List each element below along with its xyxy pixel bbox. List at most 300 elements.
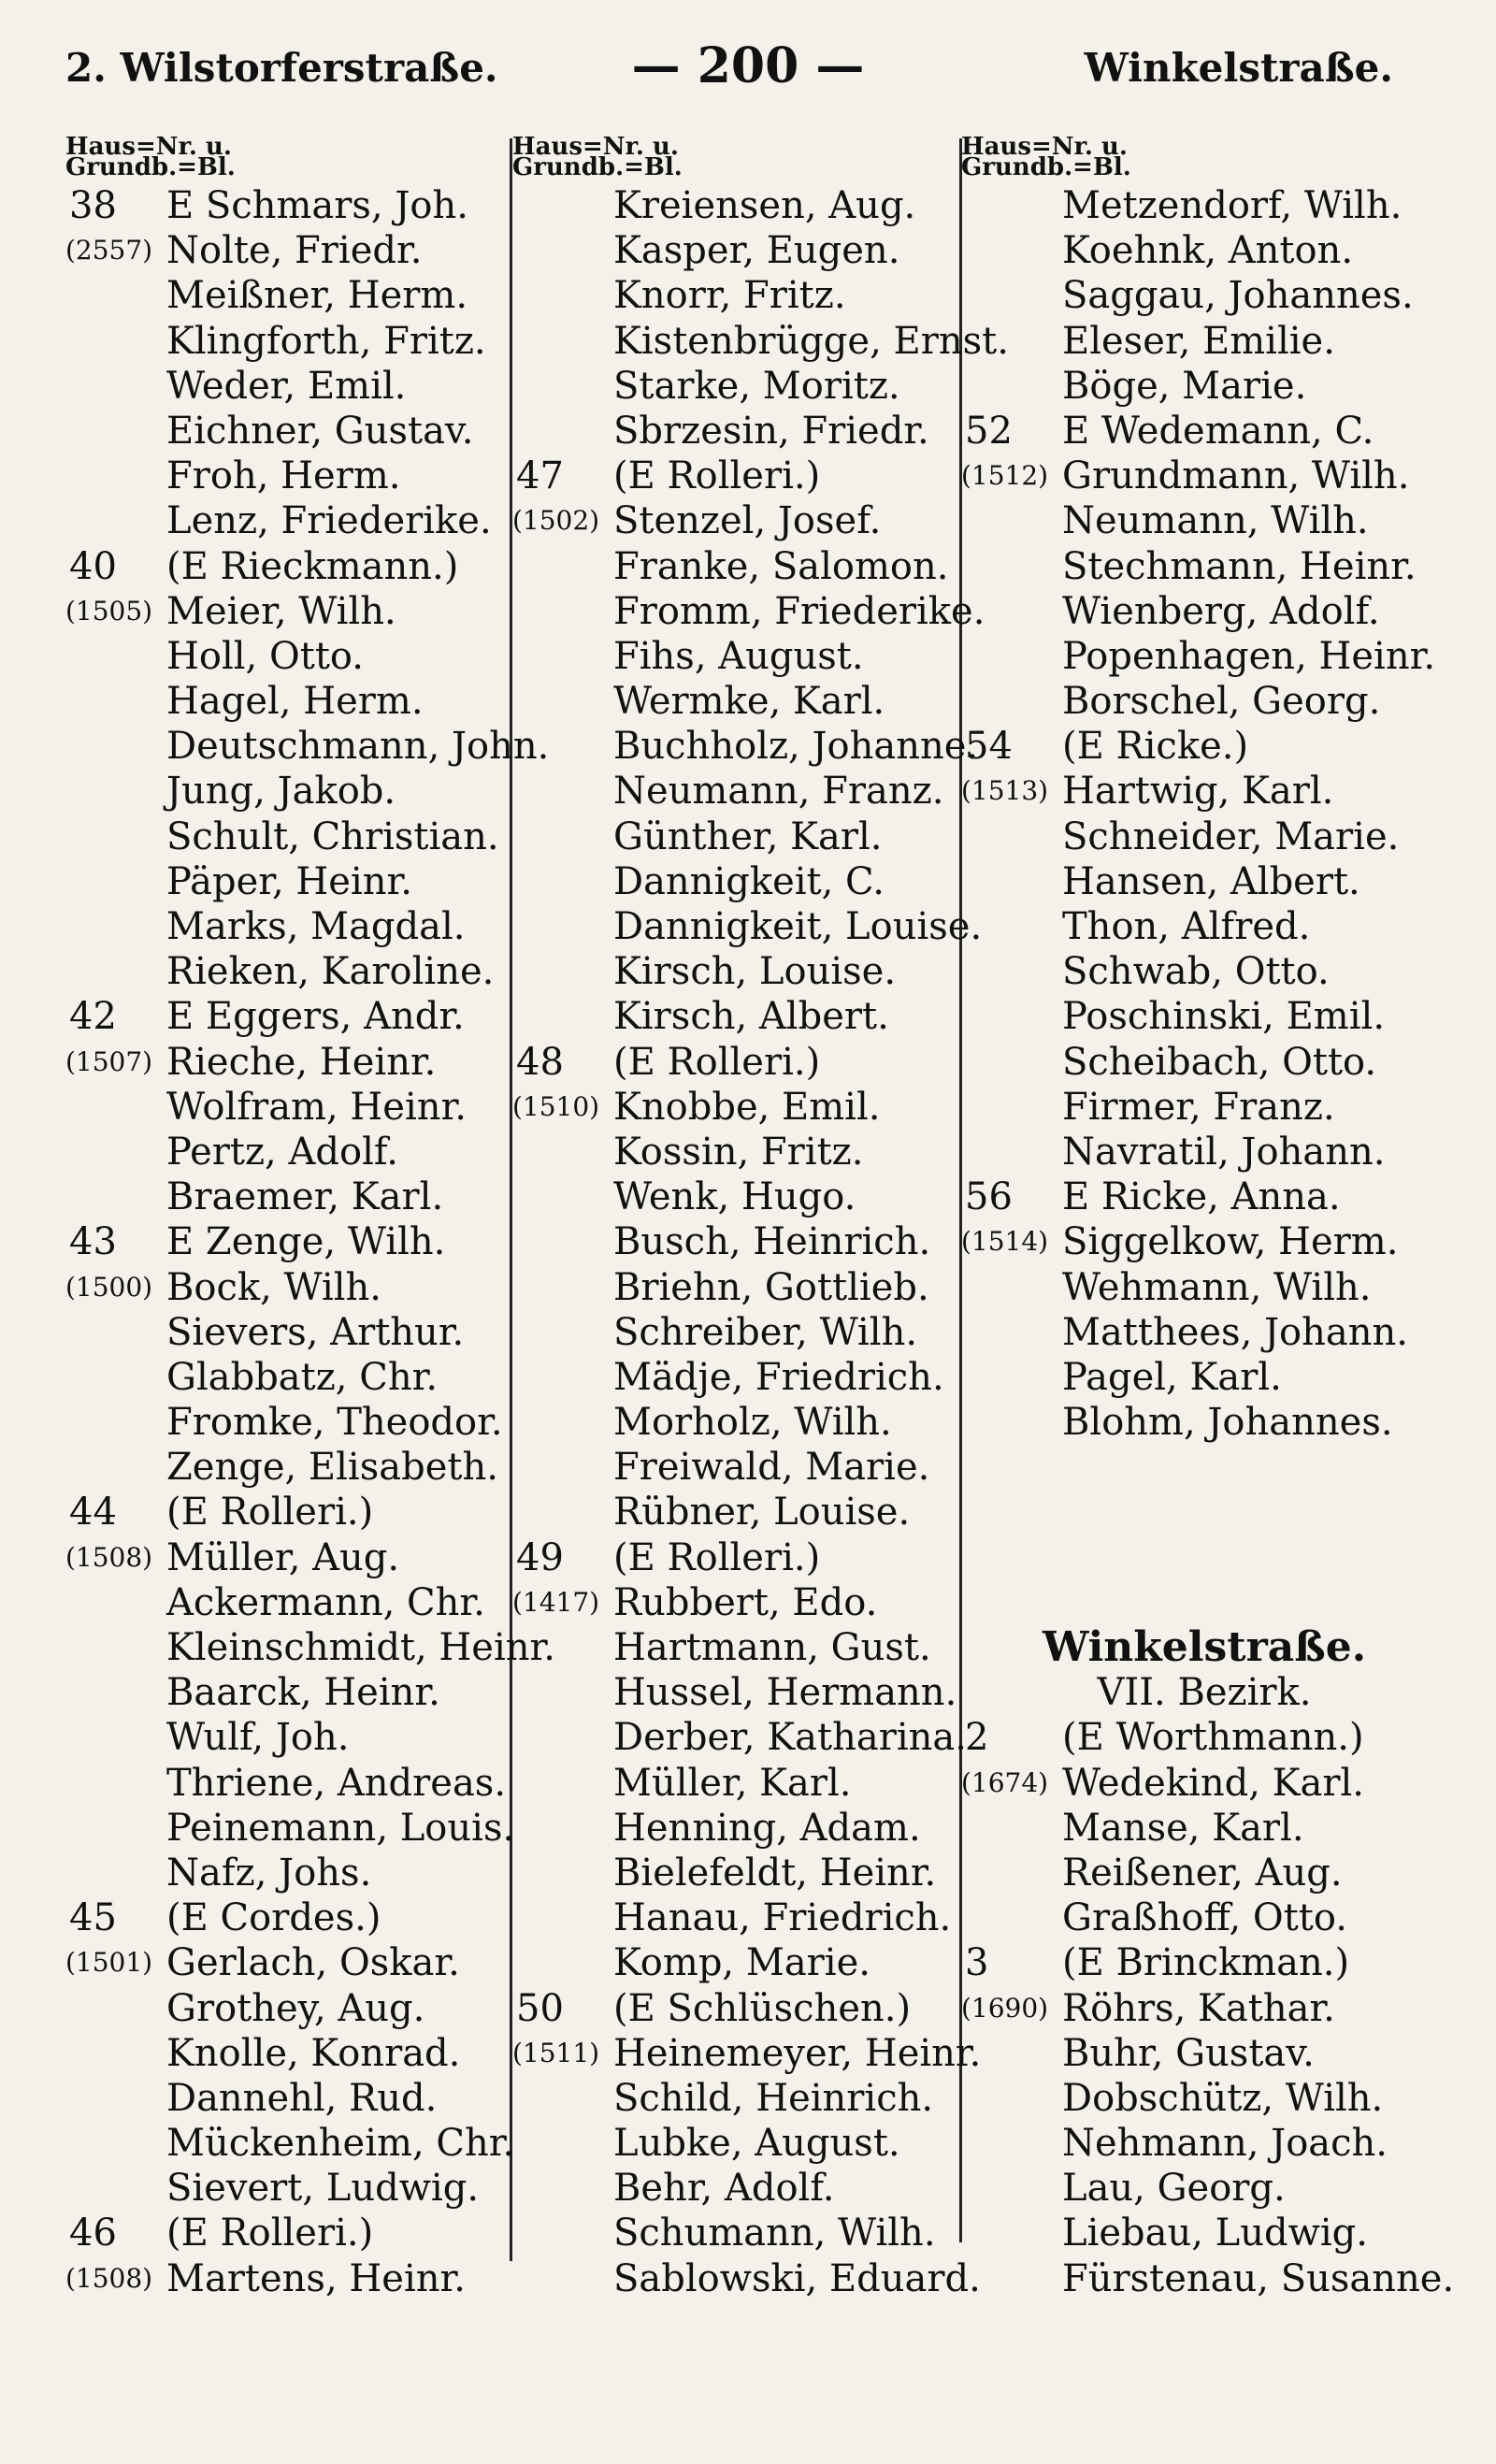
directory-entry [512,2256,981,2301]
directory-entry [961,859,1447,904]
directory-entry [512,994,961,1039]
resident-name: Knobbe, Emil. [613,1085,881,1129]
directory-entry [65,2076,505,2121]
resident-name: Dannehl, Rud. [166,2076,438,2120]
directory-entry [961,1219,1447,1264]
resident-name: Sievert, Ludwig. [166,2167,480,2211]
resident-name: Sablowski, Eduard. [613,2256,981,2300]
directory-entry [65,724,550,769]
directory-entry [512,904,983,949]
house-number: 44 [69,1491,117,1535]
directory-entry [512,454,961,498]
resident-name: Müller, Karl. [613,1761,852,1805]
resident-name: (E Rieckmann.) [166,544,459,588]
directory-entry [512,2031,982,2076]
resident-name: Marks, Magdal. [166,905,466,948]
resident-name: Braemer, Karl. [166,1175,444,1219]
directory-entry [961,994,1447,1039]
resident-name: Saggau, Johannes. [1062,274,1414,318]
directory-entry [961,949,1447,994]
directory-entry [65,454,505,498]
directory-entry [65,1174,505,1219]
directory-entry [961,2121,1447,2166]
resident-name: Meier, Wilh. [166,589,396,633]
directory-entry [512,228,961,273]
resident-name: Matthees, Johann. [1062,1310,1408,1354]
resident-name: Weder, Emil. [166,364,407,408]
resident-name: Kistenbrügge, Ernst. [613,319,1009,363]
resident-name: Schreiber, Wilh. [613,1310,918,1354]
directory-entry [512,273,961,318]
directory-entry [512,1670,961,1715]
directory-entry [512,544,961,589]
resident-name: Blohm, Johannes. [1062,1401,1393,1445]
directory-entry [65,228,505,273]
directory-entry [512,319,1009,364]
land-register-number: (1508) [65,2262,153,2294]
directory-entry [961,1355,1447,1400]
directory-entry [961,1040,1447,1085]
directory-entry [65,498,505,543]
directory-entry [65,769,505,814]
directory-entry [512,1355,961,1400]
resident-name: Komp, Marie. [613,1941,870,1985]
resident-name: Thriene, Andreas. [166,1761,507,1805]
resident-name: Kleinschmidt, Heinr. [166,1626,555,1669]
resident-name: (E Rolleri.) [613,454,821,498]
resident-name: Lubke, August. [613,2122,900,2166]
resident-name: Rieche, Heinr. [166,1040,437,1084]
directory-entry [512,1219,961,1264]
directory-entry [512,1986,961,2031]
resident-name: Fihs, August. [613,634,864,678]
house-number: 54 [965,725,1013,769]
resident-name: Siggelkow, Herm. [1062,1220,1399,1264]
land-register-number: (1417) [512,1586,600,1618]
spacer [961,1535,1447,1580]
resident-name: Günther, Karl. [613,814,883,858]
directory-entry [512,769,961,814]
resident-name: Bielefeldt, Heinr. [613,1851,937,1895]
directory-entry [961,273,1447,318]
directory-entry [961,2031,1447,2076]
house-number: 43 [69,1220,117,1264]
directory-entry [65,1535,505,1580]
directory-entry [961,544,1447,589]
directory-entry [65,1490,505,1535]
directory-entry [961,364,1447,409]
directory-entry [512,1761,961,1806]
directory-entry [512,498,961,543]
column-header-line: Grundb.=Bl. [512,153,683,181]
house-number: 3 [965,1941,989,1985]
resident-name: Thon, Alfred. [1062,905,1311,948]
resident-name: Franke, Salomon. [613,544,949,588]
directory-entry [65,1310,505,1355]
directory-entry [65,1400,505,1445]
directory-entry [512,1400,961,1445]
directory-entry [961,228,1447,273]
house-number: 46 [69,2212,117,2255]
directory-entry [65,1580,505,1625]
resident-name: Reißener, Aug. [1062,1851,1343,1895]
directory-entry [512,1625,961,1670]
directory-entry [961,409,1447,454]
spacer [961,1445,1447,1490]
resident-name: Fromke, Theodor. [166,1401,503,1445]
resident-name: Zenge, Elisabeth. [166,1446,498,1490]
directory-entry [961,904,1447,949]
page-number: — 200 — [631,37,865,94]
directory-entry [512,1174,961,1219]
directory-entry [512,949,961,994]
directory-entry [65,904,505,949]
resident-name: Rieken, Karoline. [166,950,495,994]
resident-name: Peinemann, Louis. [166,1806,515,1850]
land-register-number: (1505) [65,595,153,627]
resident-name: Busch, Heinrich. [613,1220,931,1264]
directory-entry [65,273,505,318]
directory-entry [65,1355,505,1400]
directory-entry [65,589,505,634]
resident-name: Wulf, Joh. [166,1716,350,1760]
resident-name: Kirsch, Albert. [613,995,889,1039]
resident-name: Metzendorf, Wilh. [1062,184,1402,227]
directory-entry [65,1265,505,1310]
directory-entry [65,319,505,364]
resident-name: Fromm, Friederike. [613,589,985,633]
resident-name: Kossin, Fritz. [613,1130,864,1174]
directory-entry [65,859,505,904]
resident-name: Hartmann, Gust. [613,1626,931,1669]
resident-name: Grundmann, Wilh. [1062,454,1410,498]
land-register-number: (1501) [65,1947,153,1979]
resident-name: Firmer, Franz. [1062,1085,1335,1129]
directory-entry [961,2076,1447,2121]
resident-name: Starke, Moritz. [613,364,900,408]
resident-name: Knorr, Fritz. [613,274,846,318]
directory-entry [961,1130,1447,1174]
resident-name: Schild, Heinrich. [613,2076,934,2120]
resident-name: Wolfram, Heinr. [166,1085,467,1129]
directory-entry [65,544,505,589]
resident-name: (E Rolleri.) [166,1491,374,1535]
running-head-right: Winkelstraße. [1084,45,1393,91]
resident-name: Wienberg, Adolf. [1062,589,1380,633]
directory-entry [65,1806,515,1851]
resident-name: Dannigkeit, C. [613,859,885,903]
column-header [961,133,1447,183]
directory-entry [65,1940,505,1985]
resident-name: Schult, Christian. [166,814,499,858]
land-register-number: (1510) [512,1090,600,1122]
column-header [65,133,505,183]
directory-entry [65,1851,505,1895]
directory-entry [961,1940,1447,1985]
resident-name: Graßhoff, Otto. [1062,1896,1347,1940]
land-register-number: (1512) [961,460,1049,492]
house-number: 50 [516,1986,564,2030]
resident-name: Stechmann, Heinr. [1062,544,1417,588]
resident-name: Eichner, Gustav. [166,409,474,453]
directory-entry [65,1445,505,1490]
land-register-number: (1511) [512,2037,600,2068]
resident-name: Dobschütz, Wilh. [1062,2076,1384,2120]
resident-name: Lenz, Friederike. [166,499,492,543]
directory-entry [512,2076,961,2121]
land-register-number: (1690) [961,1992,1049,2024]
resident-name: Hussel, Hermann. [613,1671,957,1715]
resident-name: Neumann, Franz. [613,770,944,814]
resident-name: Nehmann, Joach. [1062,2122,1388,2166]
resident-name: Popenhagen, Heinr. [1062,634,1436,678]
house-number: 2 [965,1716,989,1760]
resident-name: (E Rolleri.) [166,2212,374,2255]
directory-entry [512,2121,961,2166]
directory-entry [961,1085,1447,1130]
directory-entry [65,1130,505,1174]
directory-entry [65,2121,515,2166]
column-header-line: Haus=Nr. u. [961,133,1128,161]
resident-name: E Zenge, Wilh. [166,1220,446,1264]
resident-name: (E Worthmann.) [1062,1716,1364,1760]
directory-entry [65,1715,505,1760]
resident-name: Wehmann, Wilh. [1062,1265,1372,1309]
resident-name: Mückenheim, Chr. [166,2122,515,2166]
directory-entry [65,183,505,228]
resident-name: Deutschmann, John. [166,725,550,769]
resident-name: Briehn, Gottlieb. [613,1265,929,1309]
land-register-number: (1500) [65,1271,153,1303]
directory-entry [65,679,505,724]
resident-name: Lau, Georg. [1062,2167,1286,2211]
resident-name: Martens, Heinr. [166,2256,466,2300]
column-header [512,133,961,183]
resident-name: Grothey, Aug. [166,1986,425,2030]
directory-entry [961,1400,1447,1445]
resident-name: Manse, Karl. [1062,1806,1304,1850]
resident-name: Böge, Marie. [1062,364,1307,408]
house-number: 47 [516,454,564,498]
directory-entry [961,724,1447,769]
resident-name: (E Cordes.) [166,1896,381,1940]
column-3 [961,133,1455,2301]
land-register-number: (1513) [961,775,1049,807]
resident-name: Stenzel, Josef. [613,499,882,543]
directory-entry [65,1219,505,1264]
resident-name: (E Rolleri.) [613,1040,821,1084]
spacer [961,1580,1447,1625]
resident-name: Kasper, Eugen. [613,229,900,273]
resident-name: Hagel, Herm. [166,680,424,724]
directory-entry [961,634,1447,679]
resident-name: Buchholz, Johanne. [613,725,979,769]
resident-name: Ackermann, Chr. [166,1580,485,1624]
land-register-number: (1514) [961,1226,1049,1258]
resident-name: Hartwig, Karl. [1062,770,1334,814]
house-number: 48 [516,1040,564,1084]
column-header-line: Grundb.=Bl. [65,153,236,181]
resident-name: Holl, Otto. [166,634,365,678]
column-header-line: Haus=Nr. u. [65,133,232,161]
directory-entry [961,2166,1447,2211]
resident-name: Froh, Herm. [166,454,401,498]
resident-name: Nafz, Johs. [166,1851,372,1895]
directory-entry [512,859,961,904]
resident-name: Kirsch, Louise. [613,950,897,994]
directory-entry [65,994,505,1039]
directory-entry [512,1265,961,1310]
resident-name: Röhrs, Kathar. [1062,1986,1335,2030]
resident-name: Freiwald, Marie. [613,1446,930,1490]
resident-name: Koehnk, Anton. [1062,229,1354,273]
directory-entry [512,1040,961,1085]
resident-name: Sbrzesin, Friedr. [613,409,929,453]
street-heading: Winkelstraße. [1042,1623,1367,1671]
resident-name: Scheibach, Otto. [1062,1040,1377,1084]
resident-name: Mädje, Friedrich. [613,1355,944,1399]
resident-name: E Schmars, Joh. [166,184,468,227]
directory-entry [65,364,505,409]
directory-entry [65,634,505,679]
resident-name: Behr, Adolf. [613,2167,835,2211]
directory-entry [961,1895,1447,1940]
resident-name: (E Schlüschen.) [613,1986,912,2030]
directory-entry [512,1940,961,1985]
directory-entry [512,1851,961,1895]
directory-entry [512,679,961,724]
directory-entry [65,1085,505,1130]
directory-entry [65,949,505,994]
resident-name: Pagel, Karl. [1062,1355,1282,1399]
directory-entry [961,1174,1447,1219]
directory-entry [512,2166,961,2211]
house-number: 52 [965,409,1013,453]
resident-name: Pertz, Adolf. [166,1130,398,1174]
resident-name: Heinemeyer, Heinr. [613,2031,982,2075]
directory-entry [961,2211,1447,2255]
land-register-number: (1674) [961,1766,1049,1798]
directory-entry [961,1265,1447,1310]
directory-entry [961,814,1447,859]
directory-entry [961,498,1447,543]
directory-entry [961,454,1447,498]
column-header-line: Haus=Nr. u. [512,133,679,161]
resident-name: Päper, Heinr. [166,859,412,903]
spacer [961,1490,1447,1535]
resident-name: Wenk, Hugo. [613,1175,856,1219]
directory-entry [512,724,979,769]
directory-entry [512,1310,961,1355]
directory-entry [512,1490,961,1535]
resident-name: Rubbert, Edo. [613,1580,878,1624]
resident-name: Schneider, Marie. [1062,814,1400,858]
house-number: 42 [69,995,117,1039]
column-header-line: Grundb.=Bl. [961,153,1131,181]
resident-name: (E Brinckman.) [1062,1941,1350,1985]
running-head-left: 2. Wilstorferstraße. [65,45,498,91]
resident-name: Eleser, Emilie. [1062,319,1335,363]
resident-name: Neumann, Wilh. [1062,499,1369,543]
resident-name: Baarck, Heinr. [166,1671,440,1715]
directory-entry [512,1715,967,1760]
directory-entry [961,183,1447,228]
directory-entry [512,589,985,634]
directory-entry [512,814,961,859]
directory-entry [961,1310,1447,1355]
resident-name: Meißner, Herm. [166,274,468,318]
directory-entry [512,183,961,228]
directory-entry [65,1986,505,2031]
resident-name: Poschinski, Emil. [1062,995,1386,1039]
land-register-number: (2557) [65,235,153,267]
directory-entry [65,409,505,454]
resident-name: Fürstenau, Susanne. [1062,2256,1455,2300]
land-register-number: (1502) [512,505,600,537]
resident-name: Buhr, Gustav. [1062,2031,1315,2075]
resident-name: Wermke, Karl. [613,680,885,724]
directory-entry [512,409,961,454]
resident-name: Hanau, Friedrich. [613,1896,952,1940]
resident-name: Liebau, Ludwig. [1062,2212,1368,2255]
resident-name: Klingforth, Fritz. [166,319,486,363]
directory-entry [512,364,961,409]
resident-name: Schwab, Otto. [1062,950,1330,994]
directory-entry [512,1895,961,1940]
directory-entry [961,589,1447,634]
resident-name: Dannigkeit, Louise. [613,905,983,948]
directory-entry [961,769,1447,814]
resident-name: E Eggers, Andr. [166,995,465,1039]
directory-entry [65,2211,505,2255]
directory-entry [65,2166,505,2211]
resident-name: Derber, Katharina. [613,1716,967,1760]
resident-name: Jung, Jakob. [166,770,396,814]
directory-entry [512,2211,961,2255]
directory-entry [512,1806,961,1851]
district-label: VII. Bezirk. [1097,1671,1312,1715]
resident-name: E Ricke, Anna. [1062,1175,1341,1219]
resident-name: Müller, Aug. [166,1535,400,1579]
directory-entry [961,1986,1447,2031]
resident-name: (E Ricke.) [1062,725,1249,769]
resident-name: Navratil, Johann. [1062,1130,1386,1174]
directory-entry [65,1895,505,1940]
resident-name: Borschel, Georg. [1062,680,1381,724]
directory-entry [512,1130,961,1174]
directory-entry [65,1761,505,1806]
resident-name: Rübner, Louise. [613,1491,911,1535]
resident-name: Sievers, Arthur. [166,1310,465,1354]
house-number: 40 [69,544,117,588]
directory-entry [961,679,1447,724]
resident-name: Bock, Wilh. [166,1265,382,1309]
directory-entry [961,319,1447,364]
resident-name: Glabbatz, Chr. [166,1355,439,1399]
land-register-number: (1507) [65,1045,153,1077]
directory-entry [65,2256,505,2301]
resident-name: Hansen, Albert. [1062,859,1360,903]
resident-name: (E Rolleri.) [613,1535,821,1579]
directory-entry [961,1761,1447,1806]
directory-entry [65,1670,505,1715]
resident-name: E Wedemann, C. [1062,409,1374,453]
directory-entry [65,2031,505,2076]
house-number: 38 [69,184,117,227]
house-number: 56 [965,1175,1013,1219]
directory-entry [65,814,505,859]
house-number: 45 [69,1896,117,1940]
